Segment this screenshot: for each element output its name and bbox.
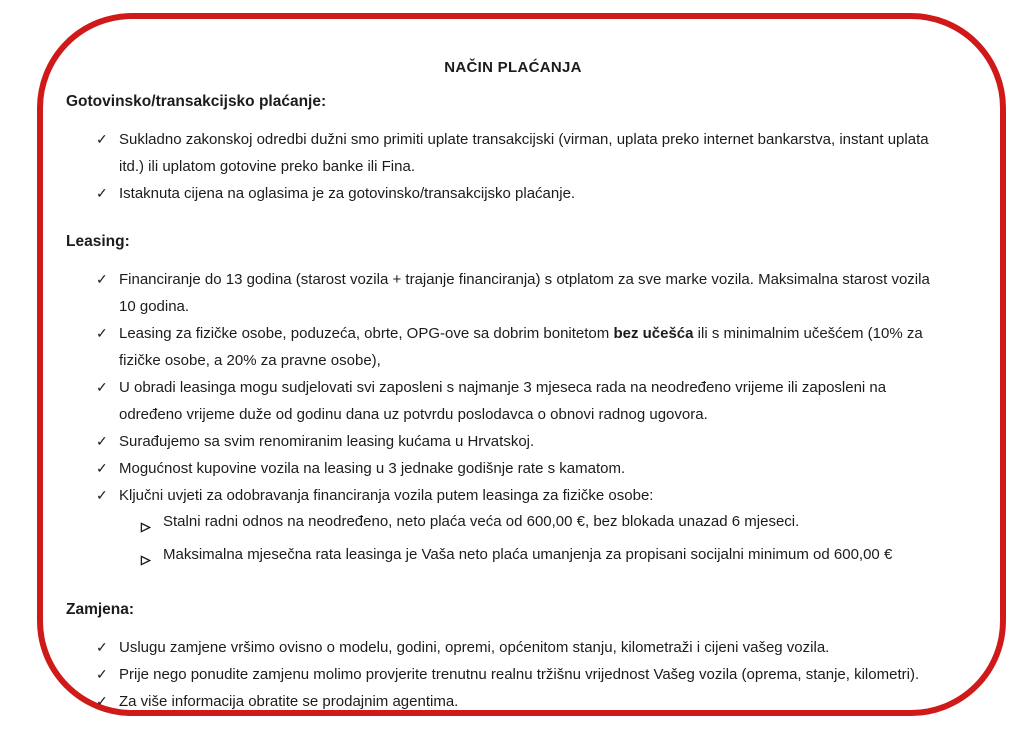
- bullet-text: [119, 482, 942, 575]
- list-item: [96, 482, 960, 575]
- bullet-text: Sukladno zakonskoj odredbi dužni smo primiti uplate transakcijski (virman, uplata preko internet bankarstva, instant uplata itd.) ili uplatom gotovine preko banke ili Fina.: [119, 131, 929, 175]
- page-title: NAČIN PLAĆANJA: [444, 59, 582, 76]
- bullet-text: Financiranje do 13 godina (starost vozila + trajanje financiranja) s otplatom za sve marke vozila. Maksimalna starost vozila 10 godina.: [119, 271, 930, 315]
- section-heading-exchange: Zamjena:: [66, 601, 135, 618]
- checkmark-icon: ✓: [96, 325, 108, 341]
- bullet-text: Istaknuta cijena na oglasima je za gotovinsko/transakcijsko plaćanje.: [119, 185, 576, 202]
- checkmark-icon: ✓: [96, 639, 108, 655]
- bullet-text: U obradi leasinga mogu sudjelovati svi zaposleni s najmanje 3 mjeseca rada na neodređeno vrijeme ili zaposleni na određeno vrijeme duže od godinu dana uz potvrdu poslodavca o obnovi radnog ugovora.: [119, 379, 887, 423]
- sub-bullet-text: Maksimalna mjesečna rata leasinga je Vaša neto plaća umanjenja za propisani socijalni minimum od 600,00 €: [163, 546, 893, 563]
- section-heading-leasing: Leasing:: [66, 233, 130, 250]
- checkmark-icon: ✓: [96, 185, 108, 201]
- sub-bullet-text: Stalni radni odnos na neodređeno, neto plaća veća od 600,00 €, bez blokada unazad 6 mjeseci.: [163, 513, 800, 530]
- list-item: [96, 634, 960, 661]
- list-item: [96, 320, 960, 374]
- list-item: [96, 126, 960, 180]
- bullet-text: Za više informacija obratite se prodajnim agentima.: [119, 693, 459, 710]
- section-heading-cash-payment: Gotovinsko/transakcijsko plaćanje:: [66, 93, 327, 110]
- list-item: [96, 661, 960, 688]
- list-item: [96, 266, 960, 320]
- leasing-bullet-list: [66, 266, 960, 575]
- list-item: [140, 542, 942, 575]
- document-red-border-frame: [37, 13, 1006, 716]
- arrowhead-bullet-icon: [140, 542, 163, 575]
- list-item: [140, 509, 942, 542]
- list-item: [96, 688, 960, 715]
- checkmark-icon: ✓: [96, 433, 108, 449]
- checkmark-icon: ✓: [96, 693, 108, 709]
- arrowhead-bullet-icon: [140, 509, 163, 542]
- bullet-text: [119, 320, 942, 374]
- checkmark-icon: ✓: [96, 131, 108, 147]
- bullet-text: Surađujemo sa svim renomiranim leasing kućama u Hrvatskoj.: [119, 433, 535, 450]
- list-item: [96, 428, 960, 455]
- bullet-text: Prije nego ponudite zamjenu molimo provjerite trenutnu realnu tržišnu vrijednost Vašeg vozila (oprema, stanje, kilometri).: [119, 666, 920, 683]
- bullet-text-bold: bez učešća: [613, 325, 694, 342]
- bullet-text-pre: Leasing za fizičke osobe, poduzeća, obrte, OPG-ove sa dobrim bonitetom: [119, 325, 614, 342]
- checkmark-icon: ✓: [96, 460, 108, 476]
- checkmark-icon: ✓: [96, 379, 108, 395]
- bullet-text-post: ili s minimalnim učešćem (10% za fizičke osobe, a 20% za pravne osobe),: [119, 325, 923, 369]
- bullet-text: Mogućnost kupovine vozila na leasing u 3 jednake godišnje rate s kamatom.: [119, 460, 626, 477]
- list-item: [96, 180, 960, 207]
- bullet-text-line: Ključni uvjeti za odobravanja financiranja vozila putem leasinga za fizičke osobe:: [119, 487, 654, 504]
- leasing-conditions-sublist: [119, 509, 942, 575]
- list-item: [96, 374, 960, 428]
- checkmark-icon: ✓: [96, 271, 108, 287]
- checkmark-icon: ✓: [96, 666, 108, 682]
- checkmark-icon: ✓: [96, 487, 108, 503]
- exchange-bullet-list: [66, 634, 960, 715]
- bullet-text: Uslugu zamjene vršimo ovisno o modelu, godini, opremi, općenitom stanju, kilometraži i cijeni vašeg vozila.: [119, 639, 830, 656]
- cash-payment-bullet-list: [66, 126, 960, 207]
- list-item: [96, 455, 960, 482]
